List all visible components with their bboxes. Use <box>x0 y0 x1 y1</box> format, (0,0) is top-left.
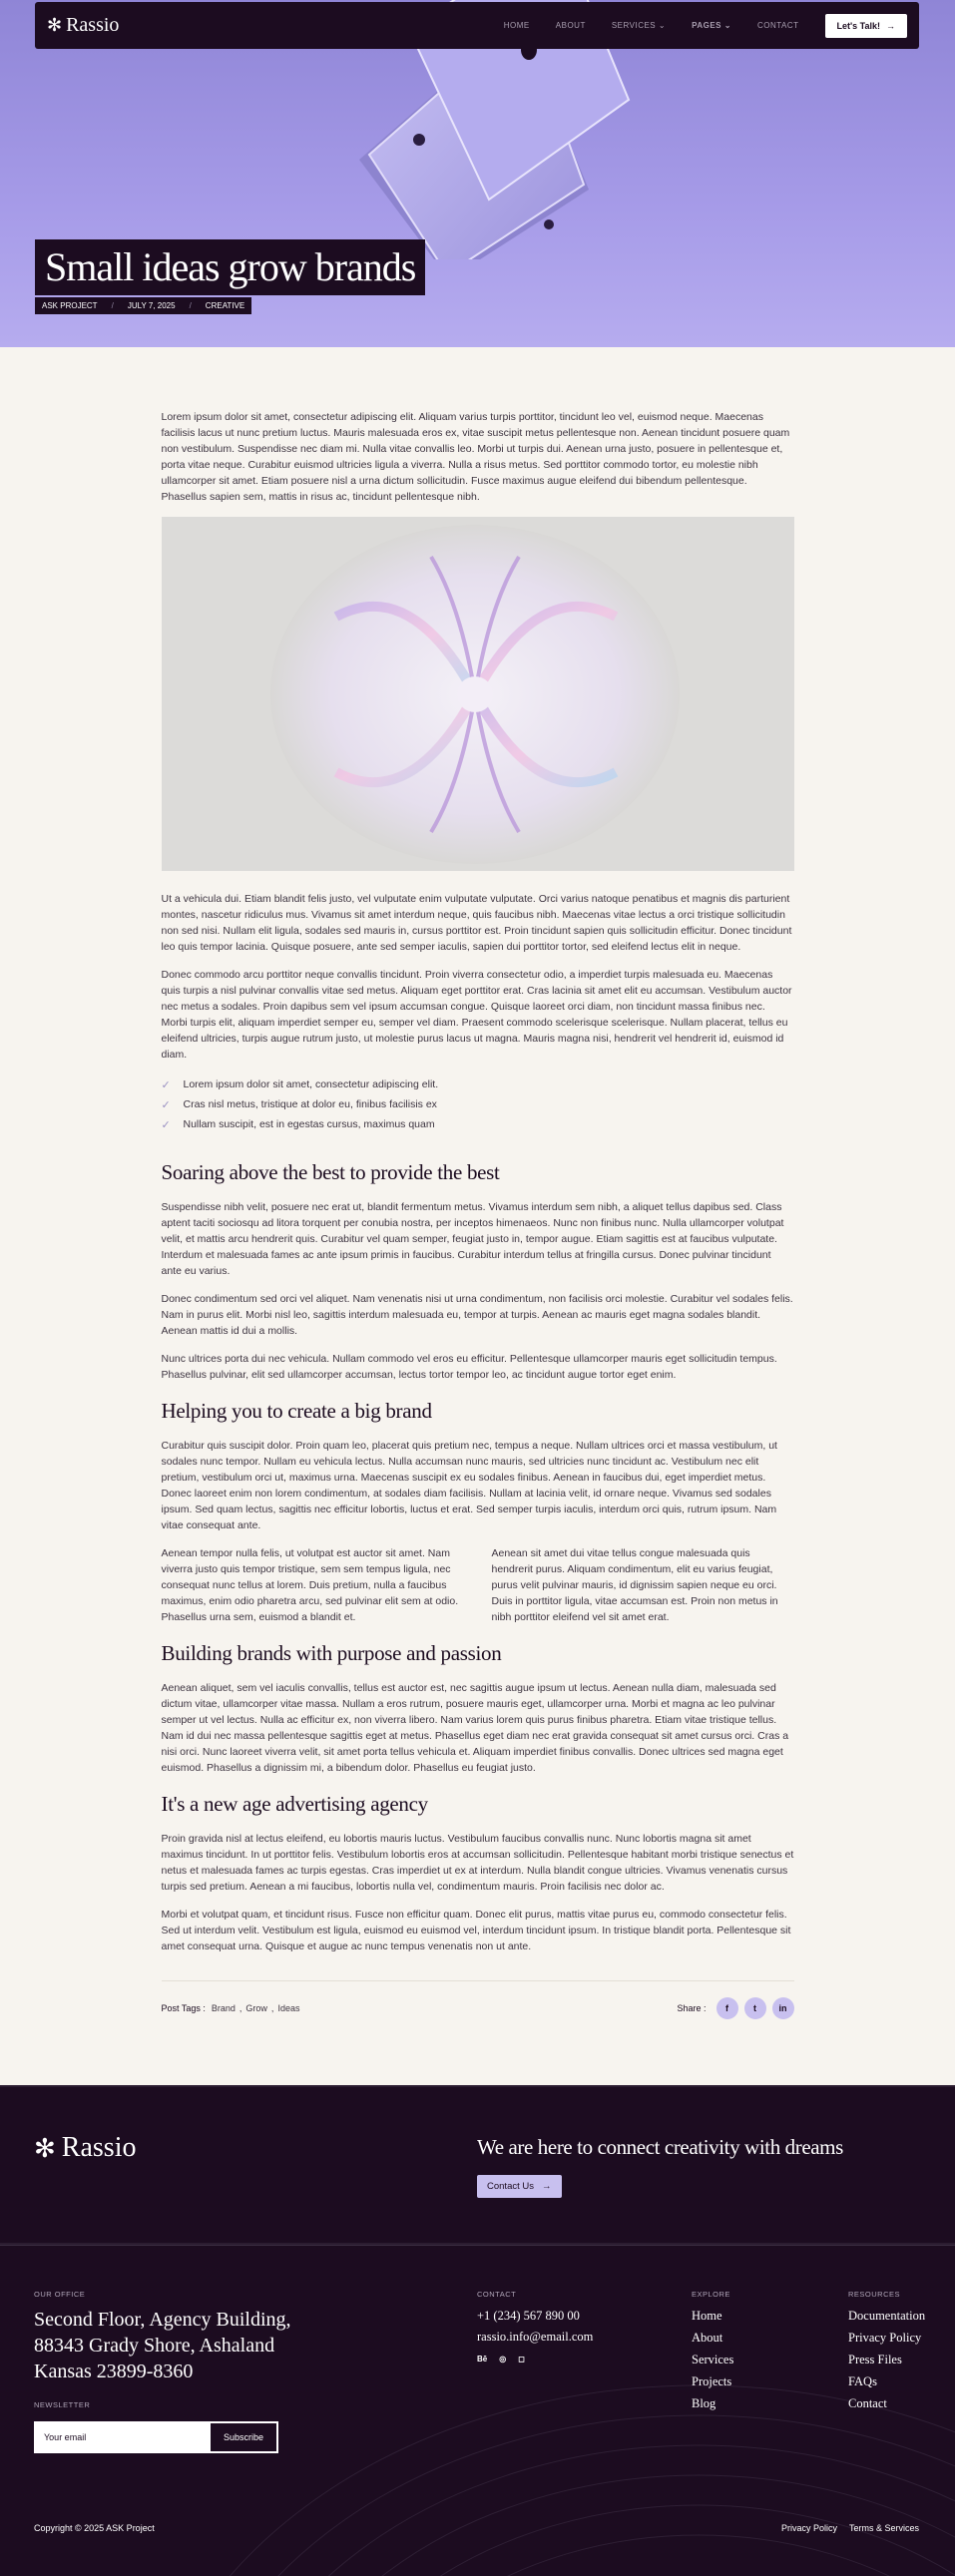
footer-link-services[interactable]: Services <box>692 2353 734 2366</box>
twitter-icon[interactable]: t <box>744 1997 766 2019</box>
footer-link-projects[interactable]: Projects <box>692 2374 732 2388</box>
check-icon: ✓ <box>161 1098 171 1111</box>
article-paragraph: Donec condimentum sed orci vel aliquet. Nam venenatis nisi ut urna condimentum, non facilisis orci molestie. Curabitur vel sodales felis. Nam in purus elit. Morbi nisl leo, sagittis interdum malesuada eu, tempor at turpis. Aenean ac mauris eget magna sodales blandit. Aenean mattis id dui a mollis. <box>161 1293 793 1337</box>
page-title: Small ideas grow brands <box>45 244 416 289</box>
list-item-text: Lorem ipsum dolor sit amet, consectetur adipiscing elit. <box>183 1078 439 1090</box>
footer-logo[interactable] <box>34 2132 136 2164</box>
subscribe-button[interactable]: Subscribe <box>211 2423 276 2451</box>
chevron-down-icon: ⌄ <box>723 21 731 30</box>
article-paragraph: Aenean aliquet, sem vel iaculis convallis, tellus est auctor est, nec sagittis augue ipsum ut lectus. Aenean nulla diam, malesuada sed dictum vitae, ullamcorper vitae massa. Nullam a eros rutrum, posuere mauris eget, ullamcorper urna. Morbi et magna ac leo pulvinar semper ut vel lectus. Nulla ac efficitur ex, non viverra libero. Nam varius lorem quis purus finibus pharetra. Etiam vitae tristique tellus. Nam id dui nec massa pellentesque sagittis eget at metus. Phasellus eget diam nec erat gravida consequat sit amet cursus orci. Cras a nisi orci. Nunc laoreet viverra velit, sit amet porta tellus vehicula et. Aliquam imperdiet finibus convallis. Donec ultrices sed magna eget euismod. Phasellus a dignissim mi, a bibendum dolor. Phasellus eu feugiat justo. <box>161 1682 789 1774</box>
section-heading: Soaring above the best to provide the best <box>161 1160 500 1184</box>
article-paragraph: Nunc ultrices porta dui nec vehicula. Nullam commodo vel eros eu efficitur. Pellentesque ullamcorper mauris eget sollicitudin tempus. Phasellus pulvinar, elit sed ullamcorper accumsan, lectus tortor tempor leo, ac tincidunt augue tortor eget enim. <box>161 1353 777 1381</box>
checklist <box>162 1074 794 1134</box>
column-right-paragraph: Aenean sit amet dui vitae tellus congue malesuada quis hendrerit purus. Aliquam condimentum, elit eu varius feugiat, purus velit pulvinar mauris, id dignissim sapien neque eu orci. Duis in porttitor ligula, vitae accumsan est. Proin non metus in nibh porttitor eleifend vel sit amet erat. <box>491 1547 778 1623</box>
feature-image <box>162 517 794 871</box>
footer-office <box>34 2290 293 2384</box>
post-category[interactable]: CREATIVE <box>205 301 245 310</box>
nav-item-pages-label: PAGES <box>692 21 721 30</box>
tag-link[interactable]: Grow <box>245 2003 267 2013</box>
article-paragraph: Donec commodo arcu porttitor neque convallis tincidunt. Proin viverra consectetur odio, a imperdiet turpis malesuada eu. Maecenas quis turpis a nisl pulvinar convallis vitae sed metus. Aliquam eget porttitor erat. Cras lacinia sit amet elit eu accumsan. Vestibulum auctor nec metus a sodales. Proin dapibus sem vel ipsum accumsan congue. Quisque laoreet orci diam, non tincidunt massa finibus nec. Morbi turpis elit, aliquam imperdiet semper eu, semper vel diam. Praesent commodo scelerisque scelerisque. Nullam placerat, tellus eu eleifend ultricies, turpis augue rutrum justo, ut molestie purus lacus ut magna. Mauris magna nisi, hendrerit vel hendrerit id, euismod id diam. <box>161 969 792 1061</box>
section-heading: Helping you to create a big brand <box>161 1399 432 1423</box>
section-heading: It's a new age advertising agency <box>161 1792 428 1816</box>
hero <box>0 0 955 347</box>
post-tags-label: Post Tags : <box>161 2003 206 2013</box>
contact-label: CONTACT <box>477 2290 517 2299</box>
chevron-down-icon: ⌄ <box>658 21 667 30</box>
lets-talk-label: Let's Talk! <box>836 20 880 31</box>
footer-social <box>477 2355 593 2363</box>
footer-link-faqs[interactable]: FAQs <box>848 2374 877 2388</box>
footer-link-blog[interactable]: Blog <box>692 2396 716 2410</box>
article-paragraph: Lorem ipsum dolor sit amet, consectetur adipiscing elit. Aliquam varius turpis porttitor, tincidunt leo vel, euismod neque. Maecenas facilisis lacus ut nunc pretium luctus. Mauris malesuada eros ex, vitae suscipit metus pellentesque non. Aenean tincidunt posuere quam non vestibulum. Suspendisse nec diam mi. Nulla vitae convallis leo. Morbi ut turpis dui. Aenean urna justo, posuere in pellentesque et, porta vitae neque. Curabitur euismod ultricies ligula a viverra. Nulla a risus metus. Sed porttitor commodo tortor, eu molestie nibh ullamcorper sit amet. Etiam posuere nisl a urna dictum sollicitudin. Fusce maximus augue eleifend dui bibendum pellentesque. Phasellus sapien sem, mattis in risus ac, tincidunt pellentesque nibh. <box>161 411 790 503</box>
legal-links <box>781 2523 919 2533</box>
crystal-flower-image <box>162 517 794 871</box>
meta-separator: / <box>111 301 114 310</box>
footer-newsletter <box>34 2400 278 2453</box>
linkedin-icon[interactable]: in <box>772 1997 794 2019</box>
copyright: Copyright © 2025 ASK Project <box>34 2523 155 2533</box>
footer <box>0 2245 955 2576</box>
behance-icon[interactable]: Bē <box>477 2355 488 2363</box>
privacy-policy-link[interactable]: Privacy Policy <box>780 2523 837 2533</box>
terms-link[interactable]: Terms & Services <box>848 2523 919 2533</box>
article-paragraph: Ut a vehicula dui. Etiam blandit felis justo, vel vulputate enim vulputate vulputate. Orci varius natoque penatibus et magnis dis parturient montes, nascetur ridiculus mus. Vivamus sit amet interdum neque, quis faucibus nibh. Maecenas vitae lectus a orci tristique sollicitudin non sed nisi. Nullam elit ligula, sodales sed mauris in, cursus porttitor est. Proin tincidunt sapien quis sollicitudin efficitur. Donec tincidunt leo quis tempor lacinia. Quisque posuere, ante sed semper iaculis, sapien dui porttitor tortor, sed eleifend lectus elit in neque. <box>161 893 792 953</box>
facebook-icon[interactable]: f <box>716 1997 738 2019</box>
list-item <box>162 1114 794 1134</box>
footer-link-contact[interactable]: Contact <box>848 2396 887 2410</box>
cta-headline: We are here to connect creativity with dreams <box>477 2135 843 2159</box>
resources-label: RESOURCES <box>848 2290 901 2299</box>
article-paragraph: Morbi et volutpat quam, et tincidunt risus. Fusce non efficitur quam. Donec elit purus, mattis vitae purus eu, commodo consectetur felis. Sed ut interdum velit. Vestibulum est ligula, euismod eu euismod vel, interdum tincidunt ipsum. In tristique blandit porta. Pellentesque sit amet consequat urna. Quisque et augue ac nunc tempus venenatis non ut ante. <box>161 1909 791 1952</box>
nav-item-services-label: SERVICES <box>611 21 657 30</box>
footer-link-privacy-policy[interactable]: Privacy Policy <box>848 2331 922 2345</box>
nav-links <box>504 21 799 30</box>
nav-item-pages[interactable] <box>692 21 731 30</box>
list-item-text: Cras nisl metus, tristique at dolor eu, finibus facilisis ex <box>183 1098 437 1110</box>
arrow-right-icon: → <box>542 2181 552 2192</box>
list-item <box>162 1074 794 1094</box>
list-item <box>162 1094 794 1114</box>
phone-link[interactable]: +1 (234) 567 890 00 <box>477 2309 580 2323</box>
asterisk-logo-icon: ✻ <box>34 2132 56 2163</box>
article-paragraph: Proin gravida nisl at lectus eleifend, eu lobortis mauris luctus. Vestibulum faucibus convallis nunc. Nunc lobortis magna sit amet maximus tincidunt. In ut porttitor felis. Vestibulum lobortis eros at accumsan sollicitudin. Pellentesque habitant morbi tristique senectus et netus et malesuada fames ac turpis egestas. Cras imperdiet ut ex at interdum. Nulla blandit congue ultricies. Vivamus venenatis cursus turpis sed pretium. Aenean a mi faucibus, lobortis nulla vel, condimentum mauris. Proin facilisis nec dolor ac. <box>161 1833 794 1893</box>
nav-item-about[interactable]: ABOUT <box>555 21 586 30</box>
meta-separator: / <box>189 301 192 310</box>
footer-link-about[interactable]: About <box>692 2331 723 2345</box>
post-meta <box>35 297 251 314</box>
tag-link[interactable]: Ideas <box>277 2003 300 2013</box>
office-address: Second Floor, Agency Building, 88343 Grady Shore, Ashaland Kansas 23899-8360 <box>34 2309 291 2382</box>
newsletter-form <box>34 2421 278 2453</box>
lets-talk-button[interactable] <box>825 14 907 38</box>
post-author[interactable]: ASK PROJECT <box>42 301 98 310</box>
asterisk-logo-icon: ✻ <box>47 15 63 35</box>
nav-item-services[interactable] <box>612 21 666 30</box>
contact-us-label: Contact Us <box>487 2181 534 2192</box>
newsletter-label: NEWSLETTER <box>34 2400 91 2409</box>
email-field[interactable]: Your email <box>36 2423 211 2451</box>
footer-explore <box>692 2290 733 2411</box>
article-paragraph: Suspendisse nibh velit, posuere nec erat ut, blandit fermentum metus. Vivamus interdum sem nibh, a aliquet tellus dapibus sed. Class aptent taciti sociosqu ad litora torquent per conubia nostra, per inceptos himenaeos. Nunc non finibus nunc. Nulla ullamcorper volutpat velit, et mattis arcu hendrerit quis. Curabitur vel quam semper, feugiat justo in, tempor augue. Etiam sagittis est at faucibus vulputate. Interdum et malesuada fames ac ante ipsum primis in faucibus. Curabitur interdum tellus at fringilla cursus. Donec pulvinar tincidunt ante eu varius. <box>161 1201 784 1277</box>
hero-title-box <box>35 239 425 295</box>
section-heading: Building brands with purpose and passion <box>161 1641 502 1665</box>
share-links <box>677 1997 793 2019</box>
post-tags-row <box>162 1980 794 2019</box>
article-paragraph: Curabitur quis suscipit dolor. Proin quam leo, placerat quis pretium nec, tempus a neque. Nullam ultrices orci et massa vestibulum, ut sodales nunc tempor. Nullam eu vehicula lectus. Nulla accumsan nunc mauris, sed ultricies nunc tincidunt ac. Vestibulum nec elit pretium, vestibulum orci ut, maximus urna. Maecenas suscipit ex eu sodales finibus. Aenean in faucibus dui, eget imperdiet metus. Donec laoreet enim non lorem condimentum, at sodales diam facilisis. Nullam at lacinia velit, id ornare neque. Vivamus sed sodales ipsum. Sed quam lectus, sagittis nec efficitur lobortis, luctus et erat. Sed semper turpis iaculis, interdum orci quis, rutrum ipsum. Nam vitae consequat ante. <box>161 1440 777 1531</box>
tag-link[interactable]: Brand <box>211 2003 236 2013</box>
explore-label: EXPLORE <box>692 2290 730 2299</box>
footer-link-home[interactable]: Home <box>692 2309 722 2323</box>
footer-resources <box>848 2290 925 2411</box>
list-item-text: Nullam suscipit, est in egestas cursus, maximus quam <box>183 1118 435 1130</box>
column-left-paragraph: Aenean tempor nulla felis, ut volutpat est auctor sit amet. Nam viverra justo quis tempor tristique, sem sem tempus ligula, nec consequat nunc tellus at lorem. Duis pretium, nulla a faucibus maximus, enim odio pharetra arcu, sed pulvinar elit sem at odio. Phasellus urna sem, euismod a blandit et. <box>161 1547 459 1623</box>
email-link[interactable]: rassio.info@email.com <box>477 2330 594 2344</box>
article-body <box>162 347 794 2019</box>
office-label: OUR OFFICE <box>34 2290 86 2299</box>
tag-separator: , <box>270 2003 274 2013</box>
two-column-text <box>162 1545 794 1625</box>
tag-separator: , <box>239 2003 242 2013</box>
check-icon: ✓ <box>161 1078 171 1091</box>
brand-name: Rassio <box>61 2132 137 2163</box>
post-date: JULY 7, 2025 <box>127 301 176 310</box>
nav-item-home[interactable]: HOME <box>503 21 530 30</box>
cta-banner <box>0 2085 955 2245</box>
arrow-right-icon: → <box>886 20 895 31</box>
footer-link-press-files[interactable]: Press Files <box>848 2353 902 2366</box>
top-nav <box>35 2 919 49</box>
instagram-icon[interactable]: ◻ <box>518 2355 525 2363</box>
check-icon: ✓ <box>161 1118 171 1131</box>
brand-logo[interactable] <box>47 14 119 37</box>
footer-link-documentation[interactable]: Documentation <box>848 2309 926 2323</box>
dribbble-icon[interactable]: ◎ <box>499 2355 507 2363</box>
contact-us-button[interactable] <box>477 2175 562 2198</box>
share-label: Share : <box>677 2003 707 2013</box>
nav-item-contact[interactable]: CONTACT <box>756 21 799 30</box>
brand-name: Rassio <box>66 14 120 36</box>
footer-contact <box>477 2290 593 2363</box>
